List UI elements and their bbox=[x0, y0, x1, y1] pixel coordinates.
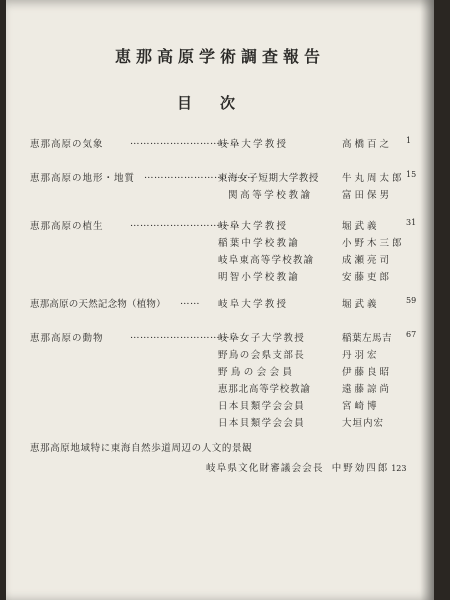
author-line bbox=[218, 398, 430, 414]
author-affiliation: 岐阜県文化財審議会会長 bbox=[206, 463, 324, 474]
author-name: 成瀬亮司 bbox=[342, 255, 393, 266]
author-name: 堀武義 bbox=[342, 299, 380, 310]
author-line bbox=[218, 381, 430, 397]
author-name: 高橋百之 bbox=[342, 139, 393, 150]
page-number: 123 bbox=[391, 464, 407, 473]
author-line bbox=[218, 252, 430, 268]
author-affiliation: 野鳥の会県支部長 bbox=[218, 350, 306, 361]
entry-title: 恵那高原の動物 bbox=[30, 333, 104, 344]
author-name: 安藤吏郎 bbox=[342, 272, 393, 283]
author-name: 大垣内宏 bbox=[342, 418, 385, 429]
leader-dots: …………………………… bbox=[144, 170, 254, 181]
author-name: 伊藤良昭 bbox=[342, 367, 393, 378]
leader-dots: …………………………… bbox=[130, 136, 240, 147]
author-line bbox=[218, 364, 430, 380]
author-line bbox=[218, 347, 430, 363]
author-affiliation: 恵那北高等学校教諭 bbox=[218, 384, 311, 395]
author-name: 丹羽宏 bbox=[342, 350, 380, 361]
author-name: 富田保男 bbox=[342, 190, 393, 201]
page-number: 67 bbox=[406, 330, 417, 339]
author-line bbox=[218, 136, 430, 152]
author-line bbox=[218, 269, 430, 285]
page-number: 15 bbox=[406, 170, 417, 179]
author-line bbox=[218, 330, 430, 346]
page-number: 31 bbox=[406, 218, 417, 227]
contents-heading: 目次 bbox=[176, 94, 263, 112]
entry-title: 恵那高原の植生 bbox=[30, 221, 104, 232]
author-affiliation: 岐阜大学教授 bbox=[218, 221, 289, 232]
page-number: 1 bbox=[406, 136, 412, 145]
report-title: 恵那高原学術調査報告 bbox=[114, 47, 325, 66]
author-affiliation: 野鳥の会会員 bbox=[218, 367, 296, 378]
leader-dots: …………………………… bbox=[130, 218, 240, 229]
author-line bbox=[218, 415, 430, 431]
author-affiliation: 日本貝類学会会員 bbox=[218, 418, 306, 429]
page-number: 59 bbox=[406, 296, 417, 305]
author-line bbox=[218, 218, 430, 234]
author-name: 遠藤諒尚 bbox=[342, 384, 393, 395]
author-affiliation: 岐阜東高等学校教諭 bbox=[218, 255, 315, 266]
author-name: 小野木三郎 bbox=[342, 238, 405, 249]
leader-dots: …… bbox=[180, 296, 200, 307]
author-line bbox=[218, 187, 430, 203]
author-affiliation: 明智小学校教諭 bbox=[218, 272, 300, 283]
author-affiliation: 関高等学校教諭 bbox=[228, 190, 313, 201]
entry-title: 恵那高原の気象 bbox=[30, 139, 104, 150]
entry-title: 恵那高原の天然記念物（植物） bbox=[30, 299, 166, 310]
author-line bbox=[218, 235, 430, 251]
leader-dots: …………………………… bbox=[130, 330, 240, 341]
author-name: 稲葉左馬吉 bbox=[342, 333, 393, 344]
author-affiliation: 稲葉中学校教諭 bbox=[218, 238, 300, 249]
author-affiliation: 岐阜女子大学教授 bbox=[218, 333, 306, 344]
author-name: 宮崎博 bbox=[342, 401, 380, 412]
author-name: 堀武義 bbox=[342, 221, 380, 232]
entry-title: 恵那高原の地形・地質 bbox=[30, 173, 136, 184]
entry-title: 恵那高原地域特に東海自然歩道周辺の人文的景観 bbox=[30, 443, 253, 454]
author-line bbox=[206, 460, 407, 474]
author-affiliation: 東海女子短期大学教授 bbox=[218, 173, 320, 184]
author-affiliation: 岐阜大学教授 bbox=[218, 139, 289, 150]
author-affiliation: 岐阜大学教授 bbox=[218, 299, 289, 310]
author-name: 中野効四郎 bbox=[331, 463, 390, 474]
author-affiliation: 日本貝類学会会員 bbox=[218, 401, 306, 412]
author-line bbox=[218, 296, 430, 312]
author-line bbox=[218, 170, 430, 186]
author-name: 牛丸周太郎 bbox=[342, 173, 405, 184]
book-page bbox=[6, 0, 434, 600]
